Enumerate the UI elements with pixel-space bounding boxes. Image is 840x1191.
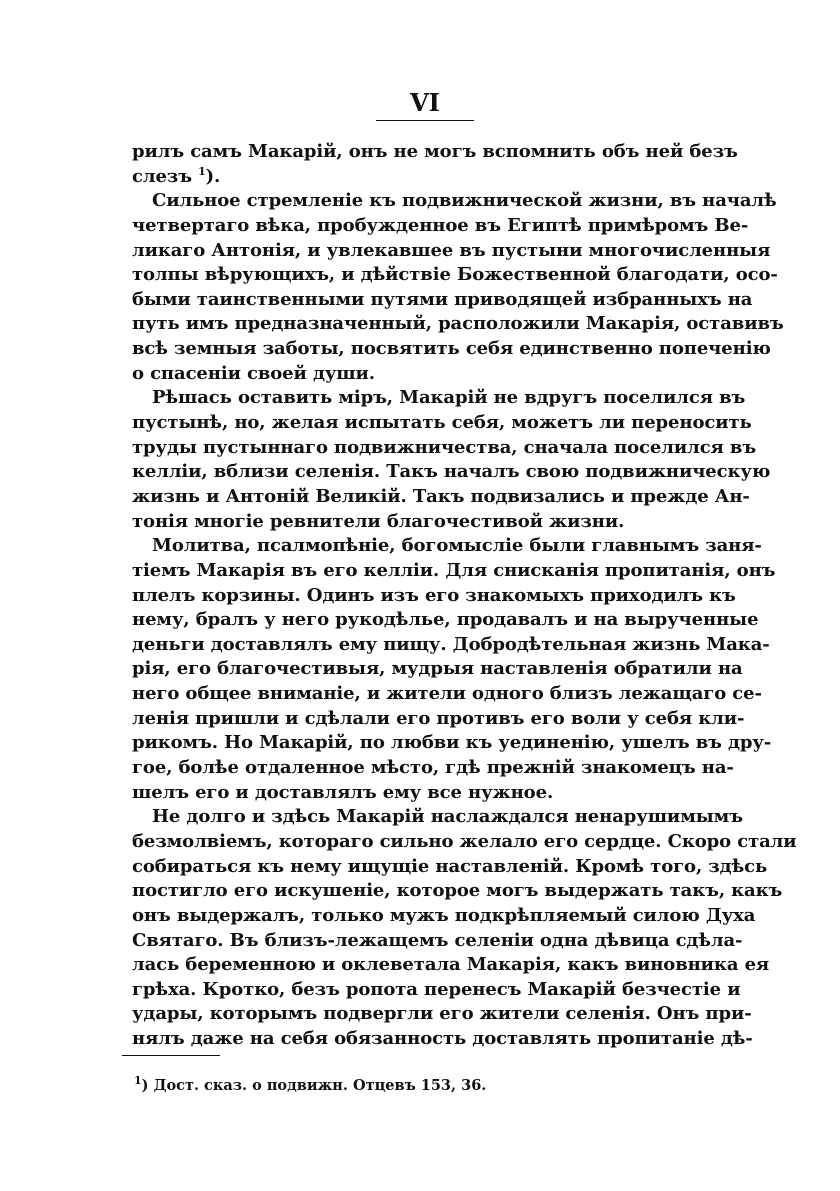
header-rule <box>376 120 474 121</box>
text-line: шелъ его и доставлялъ ему все нужное. <box>132 781 554 803</box>
text-line: Не долго и здѣсь Макарій наслаждался ненарушимымъ <box>152 806 743 828</box>
body-text <box>132 140 797 1052</box>
text-line: рилъ самъ Макарій, онъ не могъ вспомнить объ ней безъ <box>132 141 738 162</box>
text-line: жизнь и Антоній Великій. Такъ подвизались и прежде Ан- <box>132 485 750 507</box>
text-line: труды пустыннаго подвижничества, сначала поселился въ <box>132 436 757 458</box>
text-line: плелъ корзины. Одинъ изъ его знакомыхъ приходилъ къ <box>132 584 736 606</box>
text-line: собираться къ нему ищущіе наставленій. Кромѣ того, здѣсь <box>132 855 768 877</box>
text-line: пустынѣ, но, желая испытать себя, можетъ ли переносить <box>132 412 752 434</box>
text-line: грѣха. Кротко, безъ ропота перенесъ Макарій безчестіе и <box>132 978 741 1000</box>
text-line: тіемъ Макарія въ его келліи. Для снисканія пропитанія, онъ <box>132 559 776 581</box>
text-line: толпы вѣрующихъ, и дѣйствіе Божественной благодати, осо- <box>132 264 778 286</box>
text-line: безмолвіемъ, котораго сильно желало его сердце. Скоро стали <box>132 830 797 852</box>
footnote-text: Дост. сказ. о подвижн. Отцевъ 153, 36. <box>148 1077 487 1094</box>
text-line: Молитва, псалмопѣніе, богомысліе были главнымъ заня- <box>152 535 762 557</box>
text-line: тонія многіе ревнители благочестивой жизни. <box>132 510 625 532</box>
text-line: нялъ даже на себя обязанность доставлять пропитаніе дѣ- <box>132 1028 753 1050</box>
text-line: Святаго. Въ близъ-лежащемъ селеніи одна дѣвица сдѣла- <box>132 929 743 951</box>
text-line: ленія пришли и сдѣлали его противъ его воли у себя кли- <box>132 707 745 729</box>
text-line: ликаго Антонія, и увлекавшее въ пустыни многочисленныя <box>132 239 771 261</box>
footnote-ref: 1 <box>198 164 206 178</box>
text-line: него общее вниманіе, и жители одного близъ лежащаго се- <box>132 683 762 705</box>
text-line: о спасеніи своей души. <box>132 362 375 384</box>
text-line: келліи, вблизи селенія. Такъ началъ свою подвижническую <box>132 461 771 483</box>
text-line: постигло его искушеніе, которое могъ выдержать такъ, какъ <box>132 880 783 902</box>
footnote <box>134 1074 694 1094</box>
footnote-marker: 1 <box>134 1074 142 1088</box>
text-line: слезъ $^1$). <box>132 164 221 187</box>
text-line: рикомъ. Но Макарій, по любви къ уединенію, ушелъ въ дру- <box>132 732 772 754</box>
footnote-marker-close: ) <box>141 1077 149 1094</box>
text-line: лась беременною и оклеветала Макарія, какъ виновника ея <box>132 954 770 976</box>
text-line: нему, бралъ у него рукодѣлье, продавалъ и на вырученные <box>132 609 759 631</box>
footnote-rule <box>122 1055 220 1056</box>
text-line: рія, его благочестивыя, мудрыя наставленія обратили на <box>132 658 743 680</box>
text-line: Сильное стремленіе къ подвижнической жизни, въ началѣ <box>152 190 777 212</box>
text-line: деньги доставлялъ ему пищу. Добродѣтельная жизнь Мака- <box>132 633 770 655</box>
text-line: быми таинственными путями приводящей избранныхъ на <box>132 288 753 310</box>
text-line: гое, болѣе отдаленное мѣсто, гдѣ прежній знакомецъ на- <box>132 757 734 779</box>
text-line: удары, которымъ подвергли его жители селенія. Онъ при- <box>132 1003 752 1025</box>
text-line: Рѣшась оставить міръ, Макарій не вдругъ поселился въ <box>152 387 746 409</box>
text-line: всѣ земныя заботы, посвятить себя единственно попеченію <box>132 338 771 360</box>
text-line: онъ выдержалъ, только мужъ подкрѣпляемый силою Духа <box>132 904 756 926</box>
page-number: VI <box>410 88 440 117</box>
text-line: путь имъ предназначенный, расположили Макарія, оставивъ <box>132 313 784 335</box>
text-line: четвертаго вѣка, пробужденное въ Египтѣ примѣромъ Ве- <box>132 214 749 236</box>
